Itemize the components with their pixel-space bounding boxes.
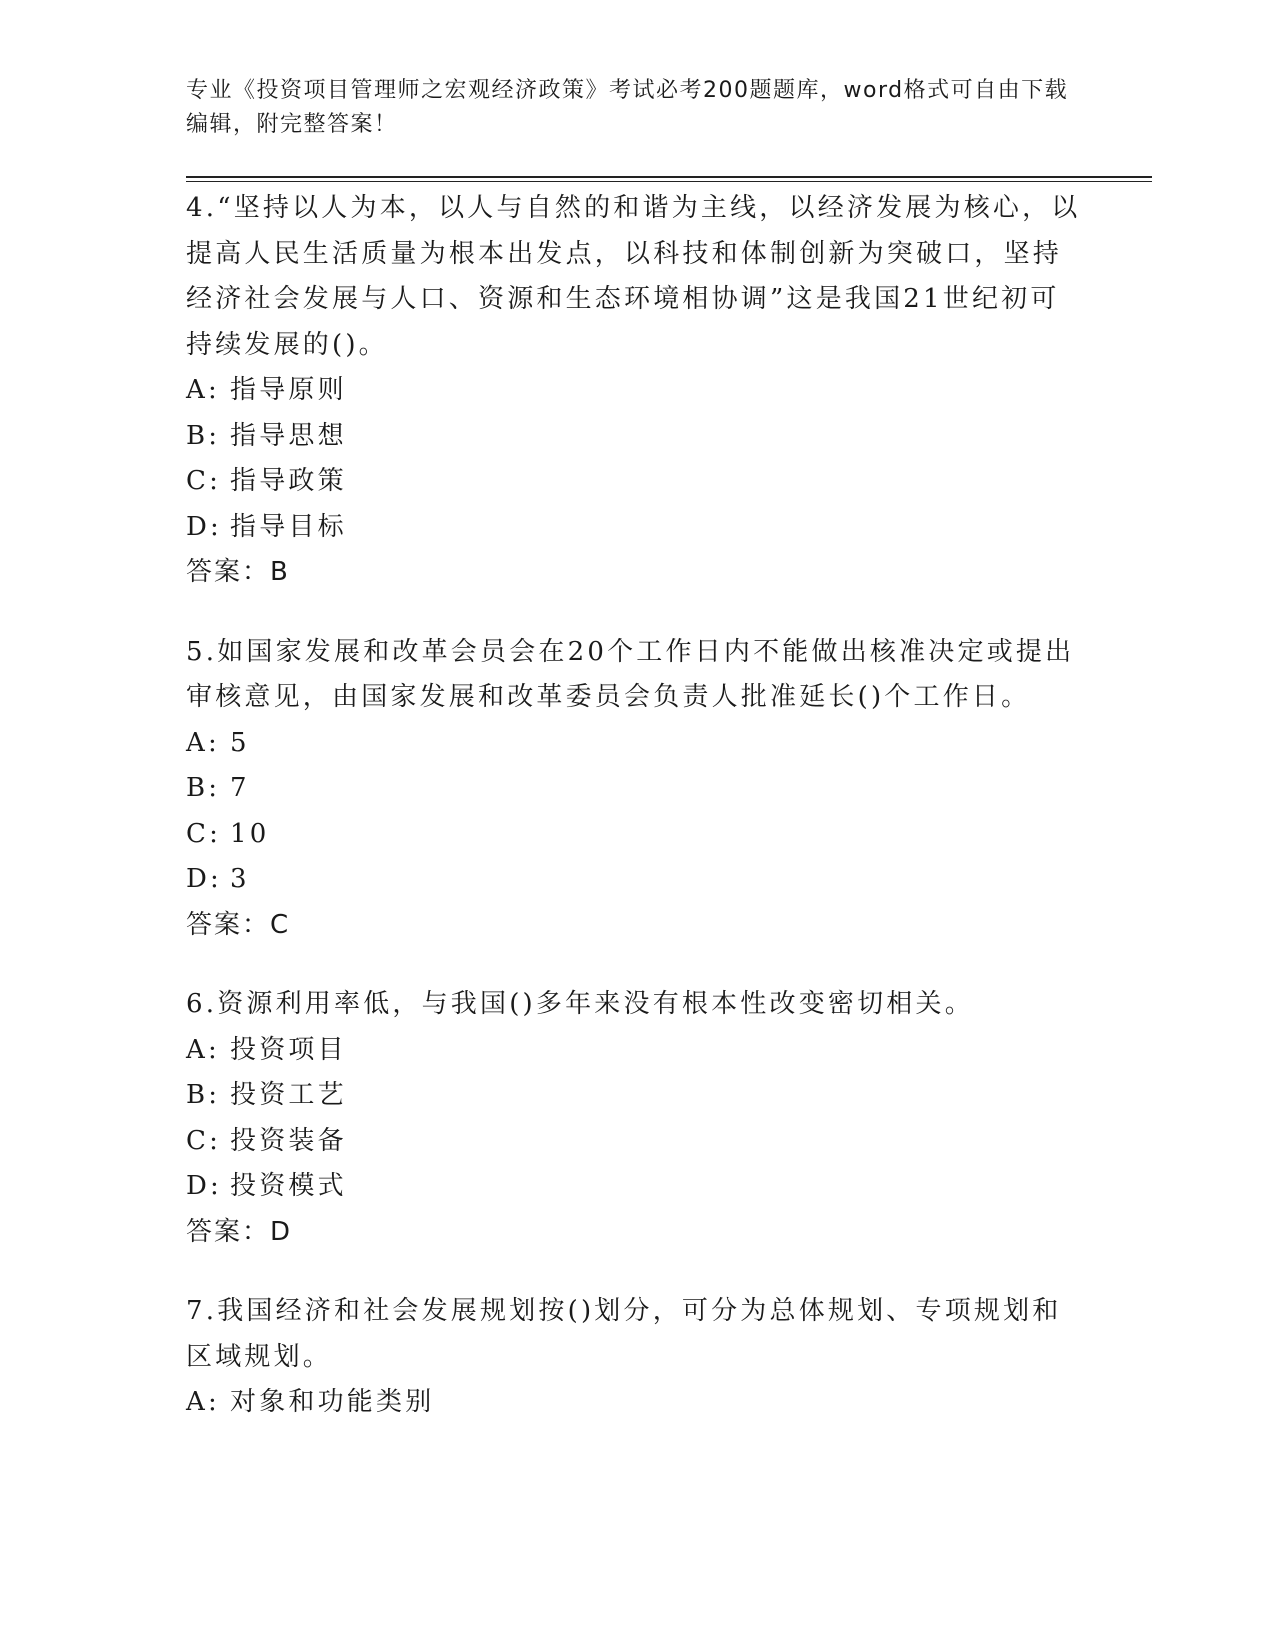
option-key: C: (186, 1125, 222, 1156)
option-text: 投资工艺 (230, 1080, 347, 1110)
option-key: A: (186, 375, 220, 405)
option-d (186, 1164, 1086, 1210)
option-key: C: (186, 818, 222, 849)
option-b (186, 1073, 1086, 1119)
option-text: 对象和功能类别 (230, 1387, 435, 1417)
question-5 (186, 630, 1086, 949)
document-header: 专业《投资项目管理师之宏观经济政策》考试必考200题题库，word格式可自由下载编辑，附完整答案！ (186, 78, 1069, 137)
option-text: 投资模式 (230, 1171, 347, 1201)
option-text: 投资装备 (230, 1125, 347, 1156)
option-text: 5 (230, 727, 250, 758)
option-text: 投资项目 (230, 1034, 347, 1065)
question-4 (186, 186, 1086, 596)
option-text: 7 (230, 773, 250, 803)
question-list (186, 186, 1086, 1460)
header-divider-thin (186, 181, 1152, 182)
option-key: D: (186, 511, 223, 542)
option-text: 指导思想 (230, 420, 347, 451)
option-text: 指导目标 (230, 511, 347, 542)
question-7 (186, 1289, 1086, 1426)
option-a (186, 368, 1086, 414)
answer-line: 答案：B (186, 557, 290, 587)
question-text: 5.如国家发展和改革会员会在20个工作日内不能做出核准决定或提出审核意见，由国家发展和改革委员会负责人批准延长()个工作日。 (186, 636, 1075, 712)
answer-line: 答案：C (186, 909, 291, 940)
question-text: 6.资源利用率低，与我国()多年来没有根本性改变密切相关。 (186, 989, 974, 1019)
option-c (186, 812, 1086, 858)
option-key: B: (186, 1080, 221, 1110)
option-b (186, 414, 1086, 460)
option-key: D: (186, 1171, 223, 1201)
option-a (186, 721, 1086, 767)
option-text: 指导政策 (230, 466, 347, 496)
option-text: 10 (230, 818, 270, 849)
answer-line: 答案：D (186, 1216, 293, 1247)
question-text: 7.我国经济和社会发展规划按()划分，可分为总体规划、专项规划和区域规划。 (186, 1296, 1062, 1372)
option-key: B: (186, 773, 221, 803)
option-key: A: (186, 1034, 220, 1065)
option-key: D: (186, 864, 223, 894)
option-b (186, 766, 1086, 812)
header-divider-thick (186, 176, 1152, 178)
option-d (186, 505, 1086, 551)
option-a (186, 1380, 1086, 1426)
option-text: 3 (230, 864, 250, 894)
option-c (186, 459, 1086, 505)
option-key: A: (186, 727, 220, 758)
option-key: B: (186, 420, 221, 451)
option-key: A: (186, 1387, 220, 1417)
option-a (186, 1028, 1086, 1074)
option-text: 指导原则 (230, 375, 347, 405)
option-d (186, 857, 1086, 903)
question-6 (186, 982, 1086, 1255)
option-c (186, 1119, 1086, 1165)
question-text: 4.“坚持以人为本，以人与自然的和谐为主线，以经济发展为核心，以提高人民生活质量为根本出发点，以科技和体制创新为突破口，坚持经济社会发展与人口、资源和生态环境相协调”这是我国21世纪初可持续发展的()。 (186, 193, 1081, 360)
option-key: C: (186, 466, 222, 496)
